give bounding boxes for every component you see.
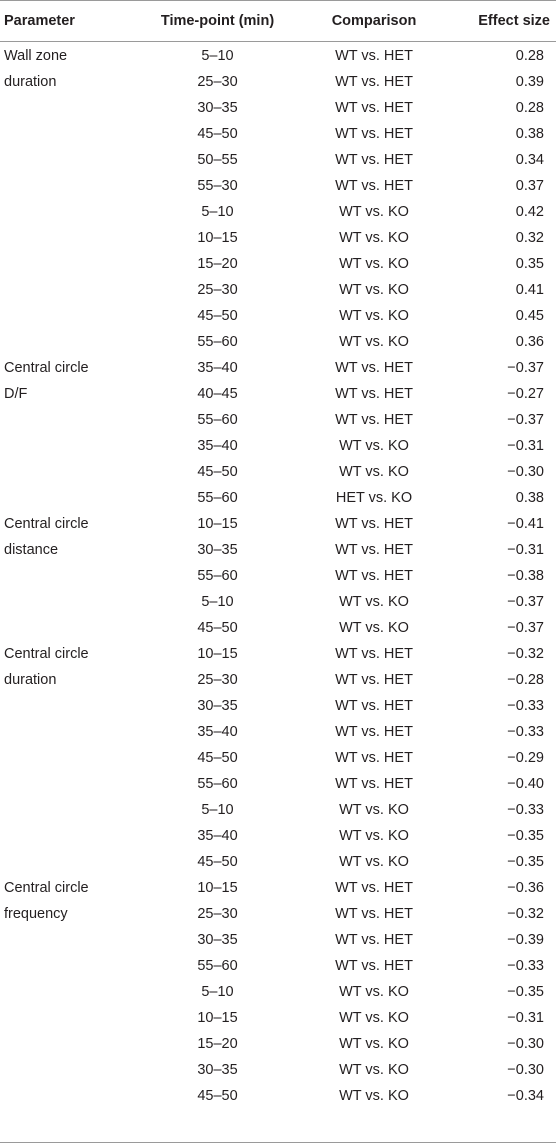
- table-bottom-rule: [0, 1142, 556, 1143]
- table-row: [0, 147, 556, 173]
- cell-effect-size: −0.37: [507, 360, 544, 376]
- table-row: [0, 563, 556, 589]
- cell-comparison: WT vs. KO: [339, 438, 409, 454]
- cell-timepoint: 35–40: [197, 360, 238, 376]
- cell-effect-size: −0.39: [507, 932, 544, 948]
- table-row: [0, 771, 556, 797]
- cell-effect-size: 0.41: [515, 282, 544, 298]
- cell-timepoint: 45–50: [197, 620, 238, 636]
- cell-effect-size: 0.34: [515, 152, 544, 168]
- table-row: [0, 589, 556, 615]
- table-row: [0, 667, 556, 693]
- cell-effect-size: −0.30: [507, 1036, 544, 1052]
- cell-comparison: WT vs. HET: [335, 672, 413, 688]
- table-row: [0, 355, 556, 381]
- cell-comparison: HET vs. KO: [335, 490, 413, 506]
- cell-comparison: WT vs. KO: [339, 464, 409, 480]
- cell-timepoint: 25–30: [197, 282, 238, 298]
- table-row: [0, 979, 556, 1005]
- cell-timepoint: 25–30: [197, 672, 238, 688]
- table-row: [0, 277, 556, 303]
- cell-comparison: WT vs. HET: [335, 412, 413, 428]
- cell-timepoint: 55–60: [197, 958, 238, 974]
- table-row: [0, 433, 556, 459]
- cell-parameter: duration: [4, 672, 57, 688]
- cell-parameter: [0, 407, 135, 433]
- cell-comparison: WT vs. KO: [339, 334, 409, 350]
- cell-timepoint: 10–15: [197, 230, 238, 246]
- cell-parameter: [0, 849, 135, 875]
- cell-timepoint: 5–10: [201, 204, 234, 220]
- cell-timepoint: 45–50: [197, 1088, 238, 1104]
- table-row: [0, 485, 556, 511]
- cell-effect-size: 0.28: [515, 100, 544, 116]
- cell-effect-size: −0.37: [507, 594, 544, 610]
- cell-comparison: WT vs. HET: [335, 880, 413, 896]
- cell-comparison: WT vs. HET: [335, 646, 413, 662]
- cell-effect-size: −0.30: [507, 1062, 544, 1078]
- table-row: [0, 797, 556, 823]
- cell-comparison: WT vs. KO: [339, 802, 409, 818]
- cell-timepoint: 35–40: [197, 724, 238, 740]
- cell-comparison: WT vs. HET: [335, 542, 413, 558]
- cell-timepoint: 5–10: [201, 48, 234, 64]
- table-row: [0, 745, 556, 771]
- cell-timepoint: 45–50: [197, 126, 238, 142]
- cell-effect-size: −0.37: [507, 412, 544, 428]
- cell-timepoint: 30–35: [197, 542, 238, 558]
- cell-parameter: Central circle: [4, 646, 89, 662]
- cell-comparison: WT vs. HET: [335, 750, 413, 766]
- cell-comparison: WT vs. HET: [335, 516, 413, 532]
- cell-parameter: [0, 771, 135, 797]
- table-row: [0, 95, 556, 121]
- cell-effect-size: −0.41: [507, 516, 544, 532]
- cell-effect-size: 0.28: [515, 48, 544, 64]
- cell-comparison: WT vs. KO: [339, 594, 409, 610]
- cell-timepoint: 30–35: [197, 1062, 238, 1078]
- cell-effect-size: −0.37: [507, 620, 544, 636]
- cell-timepoint: 5–10: [201, 594, 234, 610]
- table-row: [0, 615, 556, 641]
- cell-effect-size: 0.32: [515, 230, 544, 246]
- cell-effect-size: −0.35: [507, 828, 544, 844]
- cell-effect-size: −0.40: [507, 776, 544, 792]
- cell-timepoint: 30–35: [197, 100, 238, 116]
- table-row: [0, 121, 556, 147]
- table-row: [0, 693, 556, 719]
- table-row: [0, 537, 556, 563]
- cell-parameter: frequency: [4, 906, 68, 922]
- table-row: [0, 927, 556, 953]
- table-row: [0, 901, 556, 927]
- cell-parameter: [0, 459, 135, 485]
- table-header: [0, 1, 556, 41]
- cell-comparison: WT vs. KO: [339, 984, 409, 1000]
- header-timepoint: Time-point (min): [160, 13, 275, 29]
- cell-effect-size: −0.35: [507, 854, 544, 870]
- cell-comparison: WT vs. KO: [339, 256, 409, 272]
- cell-timepoint: 55–60: [197, 568, 238, 584]
- cell-comparison: WT vs. HET: [335, 698, 413, 714]
- cell-comparison: WT vs. HET: [335, 932, 413, 948]
- cell-comparison: WT vs. KO: [339, 308, 409, 324]
- cell-comparison: WT vs. HET: [335, 178, 413, 194]
- cell-timepoint: 5–10: [201, 802, 234, 818]
- table-row: [0, 719, 556, 745]
- cell-parameter: [0, 1083, 135, 1109]
- cell-parameter: [0, 563, 135, 589]
- cell-timepoint: 35–40: [197, 828, 238, 844]
- cell-comparison: WT vs. KO: [339, 828, 409, 844]
- table-row: [0, 823, 556, 849]
- table-row: [0, 303, 556, 329]
- cell-timepoint: 40–45: [197, 386, 238, 402]
- table-row: [0, 511, 556, 537]
- cell-effect-size: −0.34: [507, 1088, 544, 1104]
- cell-comparison: WT vs. KO: [339, 282, 409, 298]
- cell-comparison: WT vs. HET: [335, 48, 413, 64]
- cell-comparison: WT vs. KO: [339, 204, 409, 220]
- cell-timepoint: 15–20: [197, 256, 238, 272]
- cell-parameter: distance: [4, 542, 59, 558]
- cell-timepoint: 55–30: [197, 178, 238, 194]
- cell-effect-size: −0.31: [507, 542, 544, 558]
- cell-comparison: WT vs. KO: [339, 854, 409, 870]
- cell-effect-size: −0.32: [507, 646, 544, 662]
- cell-comparison: WT vs. HET: [335, 958, 413, 974]
- cell-parameter: [0, 589, 135, 615]
- cell-comparison: WT vs. HET: [335, 100, 413, 116]
- cell-parameter: Central circle: [4, 880, 89, 896]
- cell-effect-size: 0.37: [515, 178, 544, 194]
- cell-comparison: WT vs. KO: [339, 230, 409, 246]
- cell-parameter: [0, 199, 135, 225]
- cell-timepoint: 25–30: [197, 74, 238, 90]
- table-row: [0, 1031, 556, 1057]
- cell-parameter: Central circle: [4, 360, 89, 376]
- cell-timepoint: 45–50: [197, 854, 238, 870]
- cell-parameter: [0, 173, 135, 199]
- cell-timepoint: 10–15: [197, 516, 238, 532]
- cell-timepoint: 25–30: [197, 906, 238, 922]
- table-row: [0, 1005, 556, 1031]
- cell-comparison: WT vs. HET: [335, 724, 413, 740]
- table-row: [0, 173, 556, 199]
- cell-parameter: [0, 953, 135, 979]
- table-row: [0, 199, 556, 225]
- cell-parameter: [0, 303, 135, 329]
- cell-comparison: WT vs. HET: [335, 386, 413, 402]
- cell-effect-size: −0.28: [507, 672, 544, 688]
- effect-size-table: [0, 1, 556, 1109]
- cell-parameter: Central circle: [4, 516, 89, 532]
- cell-parameter: [0, 225, 135, 251]
- cell-parameter: D/F: [4, 386, 28, 402]
- cell-comparison: WT vs. KO: [339, 1062, 409, 1078]
- table-row: [0, 641, 556, 667]
- table-row: [0, 225, 556, 251]
- cell-effect-size: 0.35: [515, 256, 544, 272]
- table-row: [0, 1057, 556, 1083]
- cell-effect-size: 0.38: [515, 490, 544, 506]
- cell-comparison: WT vs. HET: [335, 360, 413, 376]
- table-row: [0, 1083, 556, 1109]
- cell-timepoint: 55–60: [197, 490, 238, 506]
- table-row: [0, 251, 556, 277]
- cell-comparison: WT vs. HET: [335, 126, 413, 142]
- cell-parameter: [0, 121, 135, 147]
- cell-timepoint: 10–15: [197, 1010, 238, 1026]
- cell-effect-size: −0.31: [507, 438, 544, 454]
- cell-parameter: [0, 485, 135, 511]
- cell-parameter: [0, 329, 135, 355]
- cell-effect-size: −0.27: [507, 386, 544, 402]
- table-row: [0, 459, 556, 485]
- cell-timepoint: 45–50: [197, 308, 238, 324]
- cell-effect-size: 0.38: [515, 126, 544, 142]
- cell-timepoint: 55–60: [197, 412, 238, 428]
- cell-parameter: [0, 433, 135, 459]
- cell-parameter: [0, 823, 135, 849]
- table-row: [0, 41, 556, 69]
- table-row: [0, 849, 556, 875]
- cell-timepoint: 45–50: [197, 464, 238, 480]
- cell-timepoint: 55–60: [197, 334, 238, 350]
- cell-comparison: WT vs. HET: [335, 906, 413, 922]
- cell-timepoint: 5–10: [201, 984, 234, 1000]
- cell-timepoint: 10–15: [197, 880, 238, 896]
- table-row: [0, 381, 556, 407]
- cell-timepoint: 30–35: [197, 932, 238, 948]
- table-row: [0, 953, 556, 979]
- cell-parameter: [0, 1031, 135, 1057]
- cell-parameter: [0, 745, 135, 771]
- cell-timepoint: 30–35: [197, 698, 238, 714]
- table-body: [0, 41, 556, 1109]
- header-parameter: Parameter: [4, 13, 75, 29]
- cell-effect-size: 0.45: [515, 308, 544, 324]
- cell-parameter: duration: [4, 74, 57, 90]
- cell-effect-size: −0.36: [507, 880, 544, 896]
- cell-parameter: [0, 1057, 135, 1083]
- cell-effect-size: −0.35: [507, 984, 544, 1000]
- cell-comparison: WT vs. HET: [335, 776, 413, 792]
- cell-effect-size: −0.31: [507, 1010, 544, 1026]
- cell-parameter: [0, 615, 135, 641]
- cell-parameter: Wall zone: [4, 48, 68, 64]
- cell-parameter: [0, 95, 135, 121]
- cell-effect-size: −0.38: [507, 568, 544, 584]
- cell-parameter: [0, 693, 135, 719]
- cell-comparison: WT vs. KO: [339, 1010, 409, 1026]
- cell-effect-size: 0.39: [515, 74, 544, 90]
- cell-parameter: [0, 797, 135, 823]
- cell-comparison: WT vs. KO: [339, 620, 409, 636]
- cell-comparison: WT vs. HET: [335, 568, 413, 584]
- cell-comparison: WT vs. KO: [339, 1088, 409, 1104]
- cell-effect-size: −0.33: [507, 802, 544, 818]
- cell-parameter: [0, 979, 135, 1005]
- cell-effect-size: −0.33: [507, 724, 544, 740]
- cell-timepoint: 15–20: [197, 1036, 238, 1052]
- table-row: [0, 875, 556, 901]
- cell-comparison: WT vs. KO: [339, 1036, 409, 1052]
- cell-timepoint: 50–55: [197, 152, 238, 168]
- cell-effect-size: 0.36: [515, 334, 544, 350]
- header-row: [0, 1, 556, 41]
- header-effect-size: Effect size: [478, 13, 550, 29]
- cell-timepoint: 35–40: [197, 438, 238, 454]
- cell-parameter: [0, 277, 135, 303]
- cell-parameter: [0, 251, 135, 277]
- cell-effect-size: −0.30: [507, 464, 544, 480]
- table-row: [0, 407, 556, 433]
- cell-parameter: [0, 1005, 135, 1031]
- cell-timepoint: 45–50: [197, 750, 238, 766]
- cell-parameter: [0, 927, 135, 953]
- header-comparison: Comparison: [331, 13, 417, 29]
- table-row: [0, 329, 556, 355]
- cell-effect-size: −0.33: [507, 958, 544, 974]
- cell-timepoint: 10–15: [197, 646, 238, 662]
- cell-effect-size: −0.33: [507, 698, 544, 714]
- cell-comparison: WT vs. HET: [335, 74, 413, 90]
- cell-parameter: [0, 147, 135, 173]
- cell-comparison: WT vs. HET: [335, 152, 413, 168]
- cell-effect-size: 0.42: [515, 204, 544, 220]
- cell-effect-size: −0.29: [507, 750, 544, 766]
- table-row: [0, 69, 556, 95]
- cell-timepoint: 55–60: [197, 776, 238, 792]
- cell-effect-size: −0.32: [507, 906, 544, 922]
- cell-parameter: [0, 719, 135, 745]
